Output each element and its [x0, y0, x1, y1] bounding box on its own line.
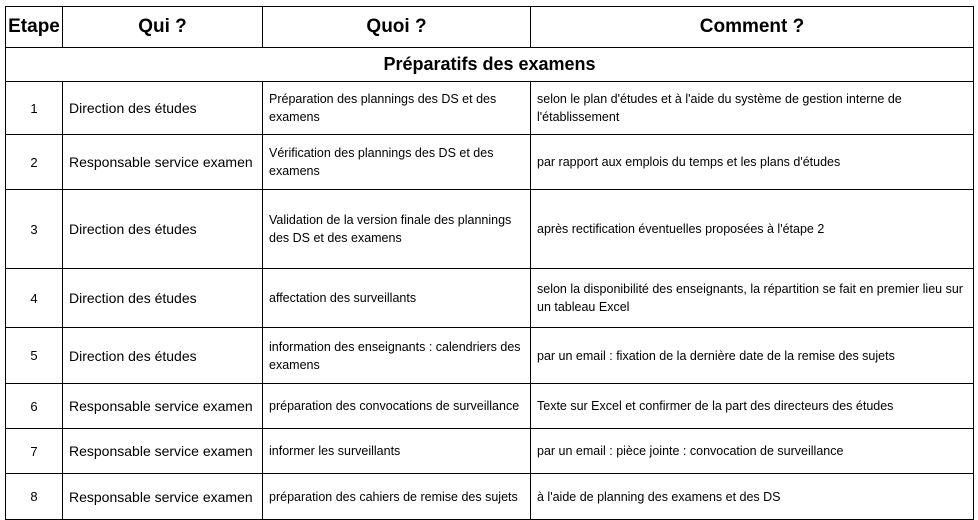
table-row	[6, 190, 974, 269]
table-row	[6, 429, 974, 474]
cell-comment: après rectification éventuelles proposées à l'étape 2	[531, 190, 974, 269]
cell-etape: 6	[6, 384, 63, 429]
table-row	[6, 328, 974, 384]
cell-qui: Responsable service examen	[63, 429, 263, 474]
section-title: Préparatifs des examens	[6, 48, 974, 82]
cell-qui: Direction des études	[63, 190, 263, 269]
cell-etape: 2	[6, 135, 63, 190]
cell-comment: par un email : fixation de la dernière date de la remise des sujets	[531, 328, 974, 384]
cell-quoi: Préparation des plannings des DS et des examens	[263, 82, 531, 135]
cell-comment: par rapport aux emplois du temps et les plans d'études	[531, 135, 974, 190]
cell-qui: Responsable service examen	[63, 135, 263, 190]
cell-etape: 7	[6, 429, 63, 474]
table-row	[6, 82, 974, 135]
cell-qui: Responsable service examen	[63, 474, 263, 520]
table-row	[6, 474, 974, 520]
section-row	[6, 48, 974, 82]
header-qui: Qui ?	[63, 7, 263, 48]
cell-comment: par un email : pièce jointe : convocation de surveillance	[531, 429, 974, 474]
cell-etape: 3	[6, 190, 63, 269]
cell-qui: Direction des études	[63, 82, 263, 135]
header-quoi: Quoi ?	[263, 7, 531, 48]
cell-qui: Responsable service examen	[63, 384, 263, 429]
header-etape: Etape	[6, 7, 63, 48]
table-row	[6, 384, 974, 429]
cell-quoi: affectation des surveillants	[263, 269, 531, 328]
cell-etape: 4	[6, 269, 63, 328]
cell-quoi: préparation des cahiers de remise des sujets	[263, 474, 531, 520]
cell-quoi: information des enseignants : calendriers des examens	[263, 328, 531, 384]
cell-comment: selon la disponibilité des enseignants, la répartition se fait en premier lieu sur un tableau Excel	[531, 269, 974, 328]
cell-qui: Direction des études	[63, 328, 263, 384]
procedure-table	[5, 6, 974, 520]
header-comment: Comment ?	[531, 7, 974, 48]
table-row	[6, 269, 974, 328]
cell-quoi: Validation de la version finale des plannings des DS et des examens	[263, 190, 531, 269]
cell-comment: Texte sur Excel et confirmer de la part des directeurs des études	[531, 384, 974, 429]
cell-comment: à l'aide de planning des examens et des DS	[531, 474, 974, 520]
cell-qui: Direction des études	[63, 269, 263, 328]
cell-comment: selon le plan d'études et à l'aide du système de gestion interne de l'établissement	[531, 82, 974, 135]
cell-etape: 1	[6, 82, 63, 135]
cell-etape: 8	[6, 474, 63, 520]
cell-etape: 5	[6, 328, 63, 384]
cell-quoi: informer les surveillants	[263, 429, 531, 474]
cell-quoi: Vérification des plannings des DS et des examens	[263, 135, 531, 190]
table-row	[6, 135, 974, 190]
cell-quoi: préparation des convocations de surveillance	[263, 384, 531, 429]
table-header-row	[6, 7, 974, 48]
